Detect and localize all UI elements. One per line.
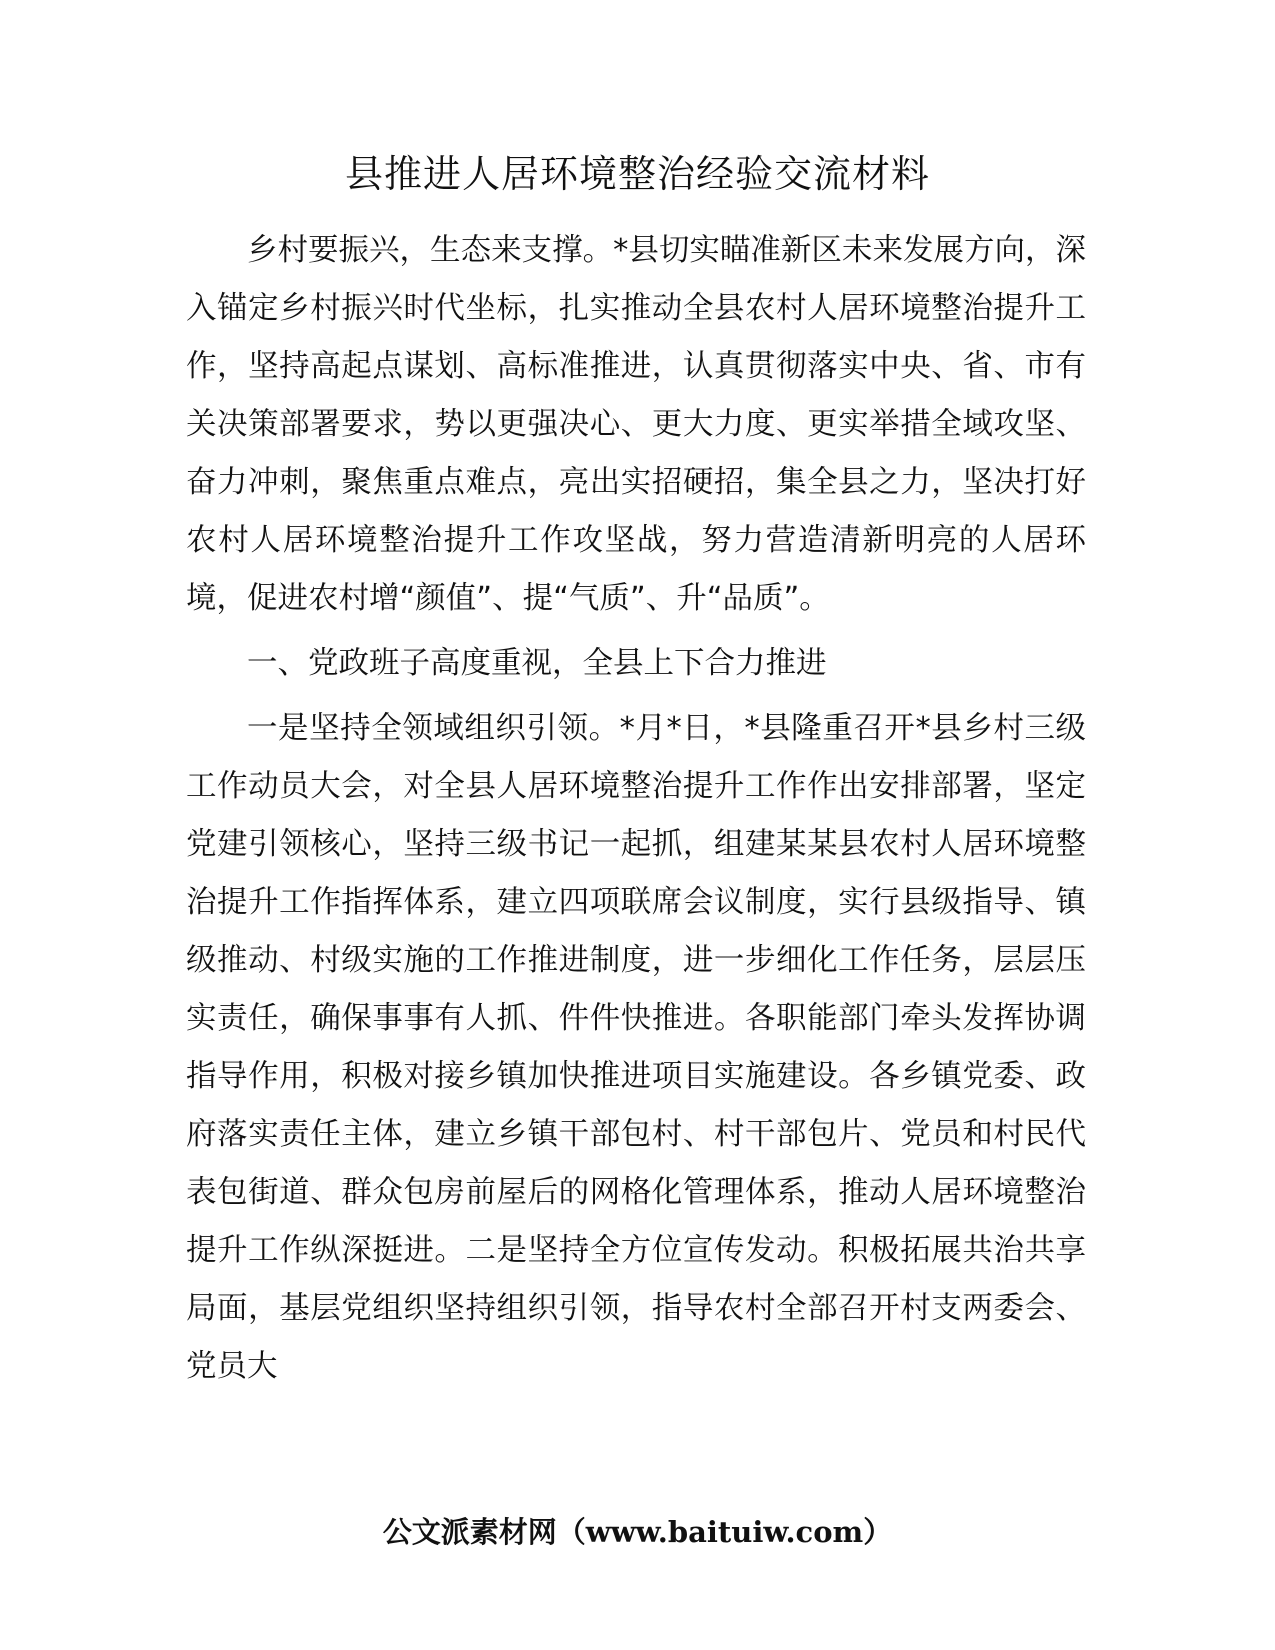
section-heading: 一、党政班子高度重视，全县上下合力推进 [247,646,827,681]
document-title: 县推进人居环境整治经验交流材料 [344,152,930,196]
body-paragraph: 一是坚持全领域组织引领。*月*日，*县隆重召开*县乡村三级工作动员大会，对全县人居环境整治提升工作作出安排部署，坚定党建引领核心，坚持三级书记一起抓，组建某某县农村人居环境整治提升工作指挥体系，建立四项联席会议制度，实行县级指导、镇级推动、村级实施的工作推进制度，进一步细化工作任务，层层压实责任，确保事事有人抓、件件快推进。各职能部门牵头发挥协调指导作用，积极对接乡镇加快推进项目实施建设。各乡镇党委、政府落实责任主体，建立乡镇干部包村、村干部包片、党员和村民代表包街道、群众包房前屋后的网格化管理体系，推动人居环境整治提升工作纵深挺进。二是坚持全方位宣传发动。积极拓展共治共享局面，基层党组织坚持组织引领，指导农村全部召开村支两委会、党员大 [186,711,1086,1384]
footer-watermark: 公文派素材网（www.baituiw.com） [382,1515,893,1549]
document-body [186,222,1086,1403]
intro-paragraph: 乡村要振兴，生态来支撑。*县切实瞄准新区未来发展方向，深入锚定乡村振兴时代坐标，扎实推动全县农村人居环境整治提升工作，坚持高起点谋划、高标准推进，认真贯彻落实中央、省、市有关决策部署要求，势以更强决心、更大力度、更实举措全域攻坚、奋力冲刺，聚焦重点难点，亮出实招硬招，集全县之力，坚决打好农村人居环境整治提升工作攻坚战，努力营造清新明亮的人居环境，促进农村增“颜值”、提“气质”、升“品质”。 [186,233,1086,616]
